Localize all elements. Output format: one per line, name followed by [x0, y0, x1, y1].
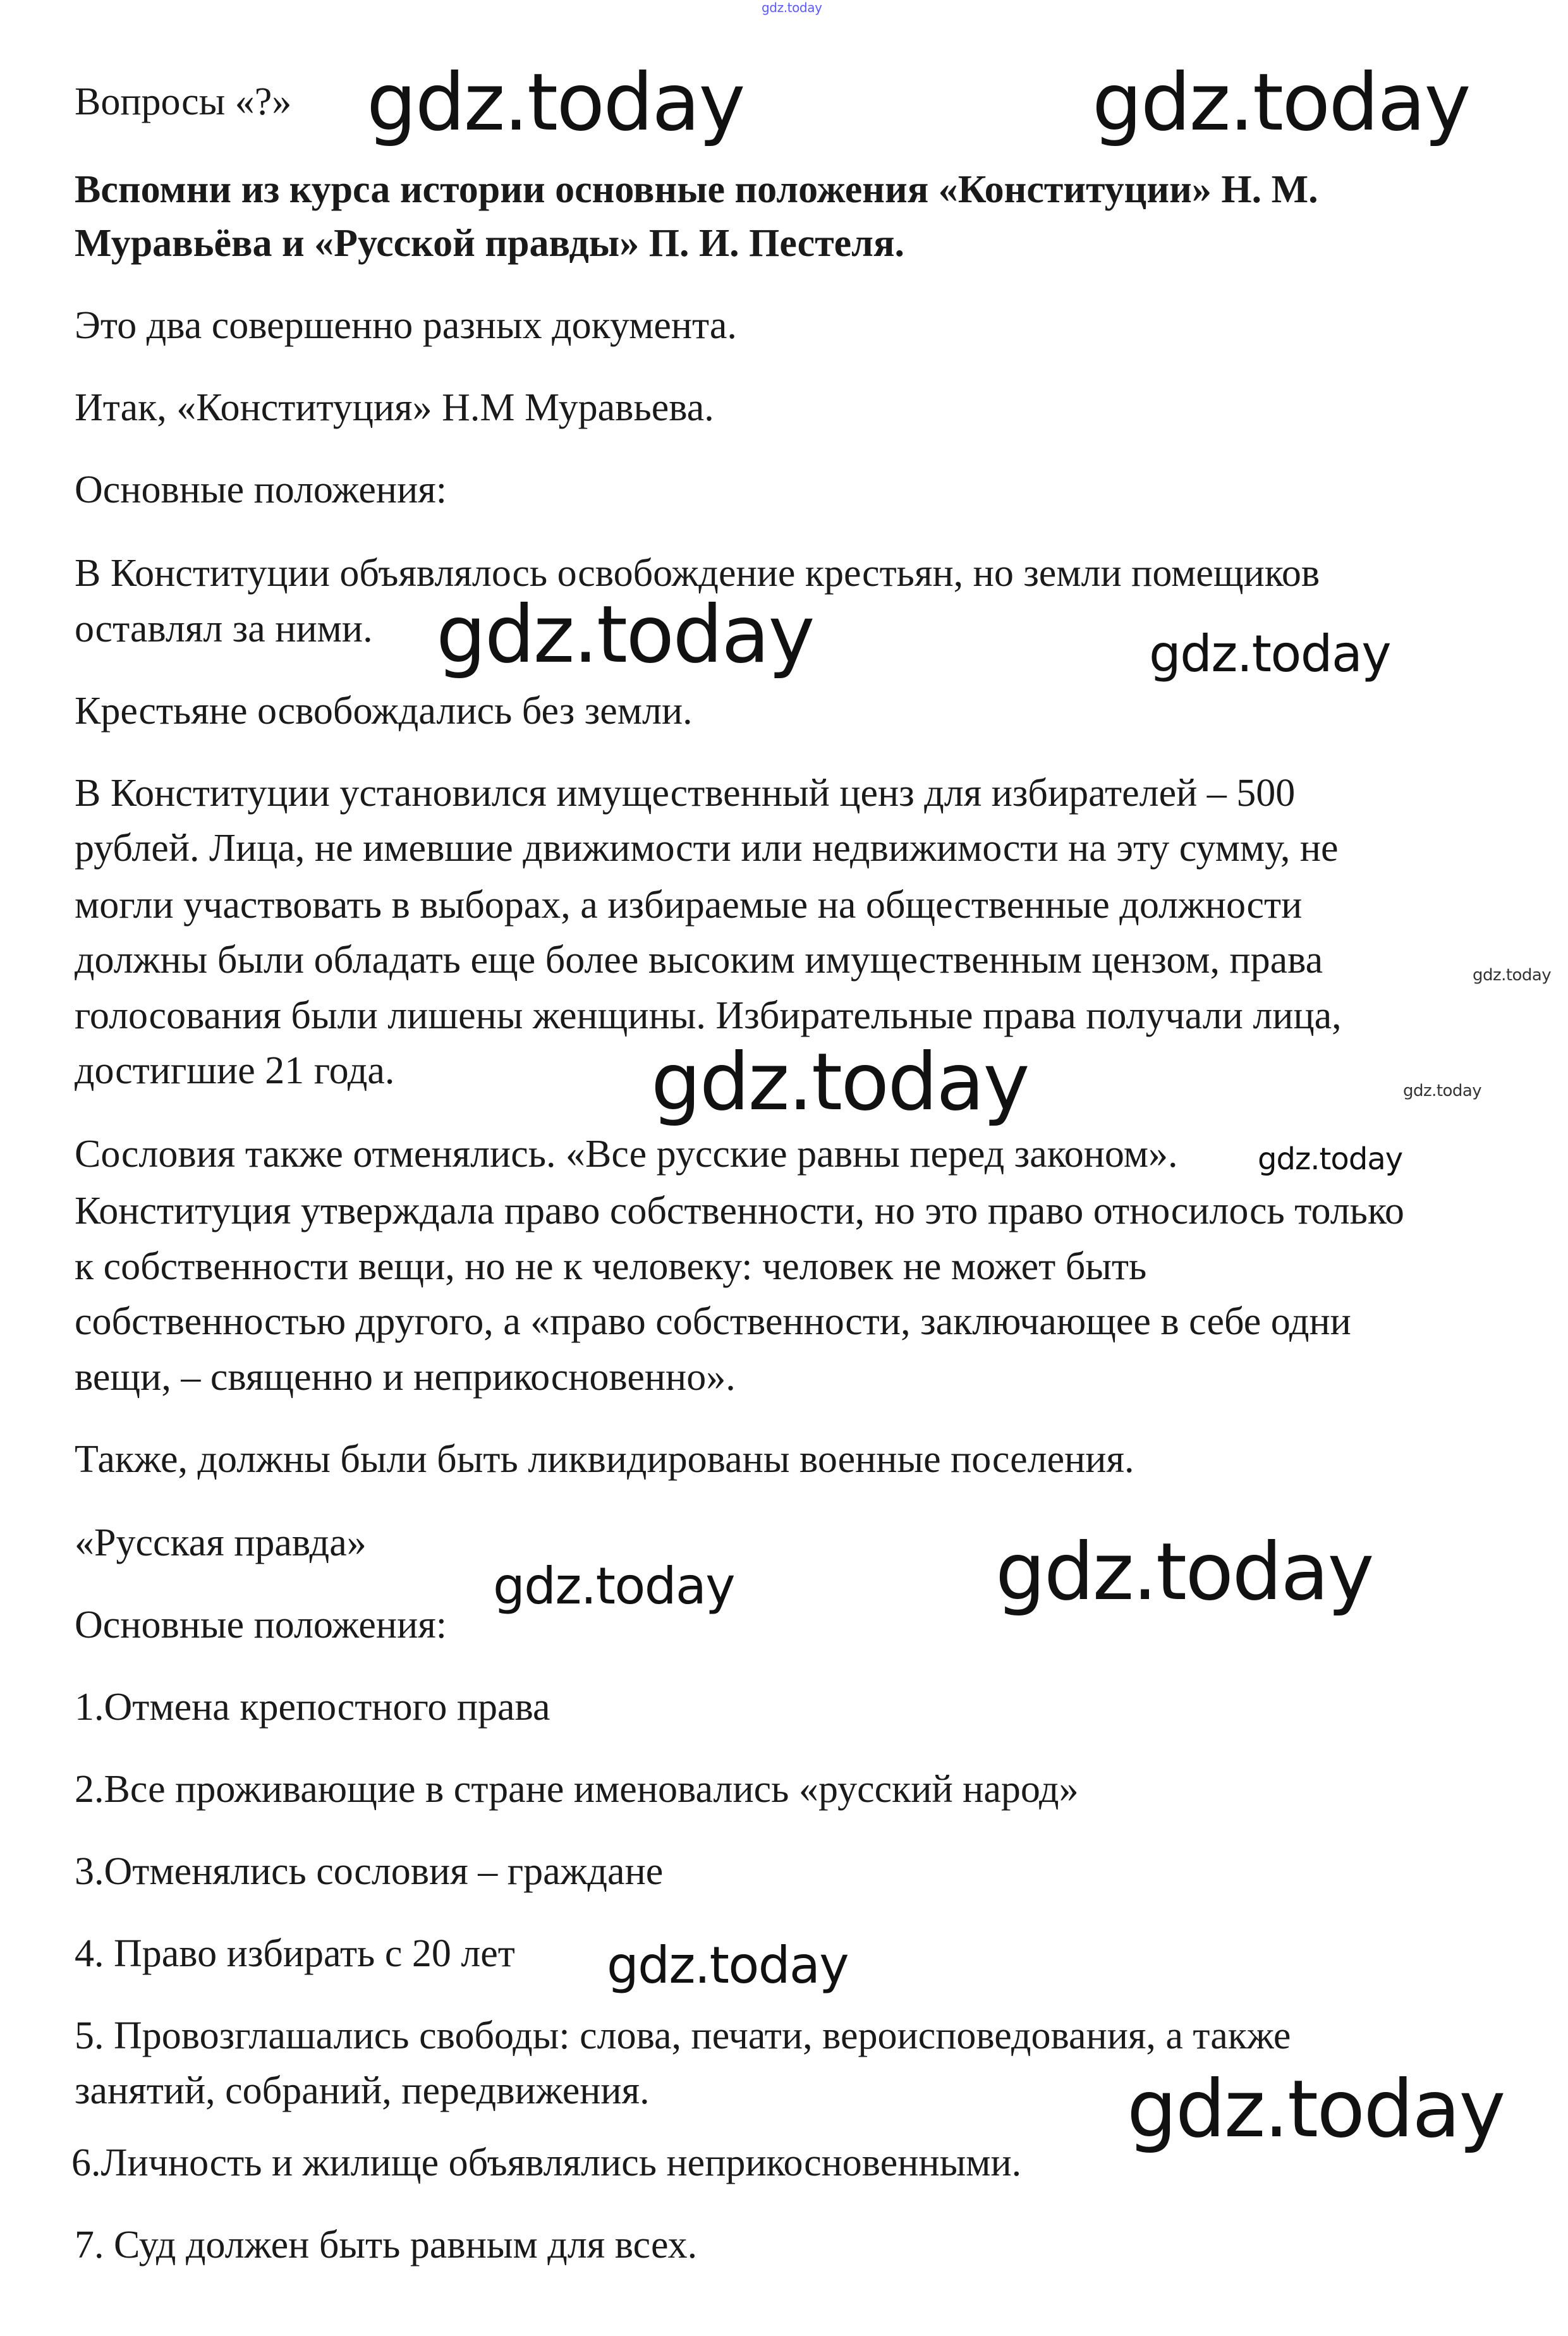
- text-line: должны были обладать еще более высоким имущественным цензом, права: [75, 939, 1323, 982]
- list-item: 4. Право избирать с 20 лет: [75, 1932, 515, 1975]
- list-item: 2.Все проживающие в стране именовались «русский народ»: [75, 1768, 1079, 1811]
- text-line: Это два совершенно разных документа.: [75, 304, 737, 347]
- text-line: оставлял за ними.: [75, 607, 373, 650]
- list-item: 3.Отменялись сословия – граждане: [75, 1850, 664, 1893]
- watermark: gdz.today: [607, 1936, 849, 1995]
- text-line: Также, должны были быть ликвидированы военные поселения.: [75, 1438, 1134, 1481]
- text-line: «Русская правда»: [75, 1521, 367, 1564]
- watermark: gdz.today: [1403, 1081, 1482, 1100]
- watermark: gdz.today: [1149, 624, 1391, 683]
- list-item: 6.Личность и жилище объявлялись неприкосновенными.: [71, 2141, 1022, 2184]
- text-line: к собственности вещи, но не к человеку: человек не может быть: [75, 1245, 1147, 1288]
- question-line: Муравьёва и «Русской правды» П. И. Пестеля.: [75, 222, 904, 265]
- watermark: gdz.today: [651, 1037, 1028, 1128]
- text-line: Конституция утверждала право собственности, но это право относилось только: [75, 1189, 1404, 1232]
- list-item: 7. Суд должен быть равным для всех.: [75, 2223, 698, 2266]
- text-line: достигшие 21 года.: [75, 1049, 395, 1092]
- list-item: 1.Отмена крепостного права: [75, 1686, 550, 1729]
- watermark: gdz.today: [995, 1526, 1373, 1618]
- text-line: рублей. Лица, не имевшие движимости или недвижимости на эту сумму, не: [75, 827, 1339, 870]
- text-line: собственностью другого, а «право собственности, заключающее в себе одни: [75, 1300, 1351, 1343]
- question-line: Вспомни из курса истории основные положения «Конституции» Н. М.: [75, 168, 1318, 211]
- watermark: gdz.today: [493, 1557, 735, 1615]
- watermark: gdz.today: [1127, 2064, 1504, 2155]
- text-line: Крестьяне освобождались без земли.: [75, 690, 693, 733]
- list-item: занятий, собраний, передвижения.: [75, 2069, 650, 2112]
- text-line: Основные положения:: [75, 1603, 447, 1646]
- section-title: Вопросы «?»: [75, 80, 292, 123]
- text-line: Основные положения:: [75, 468, 447, 511]
- text-line: голосования были лишены женщины. Избирательные права получали лица,: [75, 994, 1342, 1037]
- watermark: gdz.today: [436, 589, 813, 681]
- text-line: вещи, – священно и неприкосновенно».: [75, 1356, 736, 1399]
- watermark: gdz.today: [1473, 966, 1552, 985]
- text-line: В Конституции установился имущественный ценз для избирателей – 500: [75, 772, 1296, 815]
- text-line: могли участвовать в выборах, а избираемые на общественные должности: [75, 884, 1303, 927]
- watermark: gdz.today: [1258, 1141, 1403, 1177]
- text-line: Сословия также отменялись. «Все русские равны перед законом».: [75, 1133, 1178, 1176]
- list-item: 5. Провозглашались свободы: слова, печати, вероисповедования, а также: [75, 2014, 1291, 2057]
- watermark: gdz.today: [367, 57, 744, 149]
- watermark: gdz.today: [762, 0, 822, 15]
- text-line: Итак, «Конституция» Н.М Муравьева.: [75, 386, 714, 429]
- watermark: gdz.today: [1092, 57, 1469, 149]
- text-line: В Конституции объявлялось освобождение крестьян, но земли помещиков: [75, 552, 1320, 595]
